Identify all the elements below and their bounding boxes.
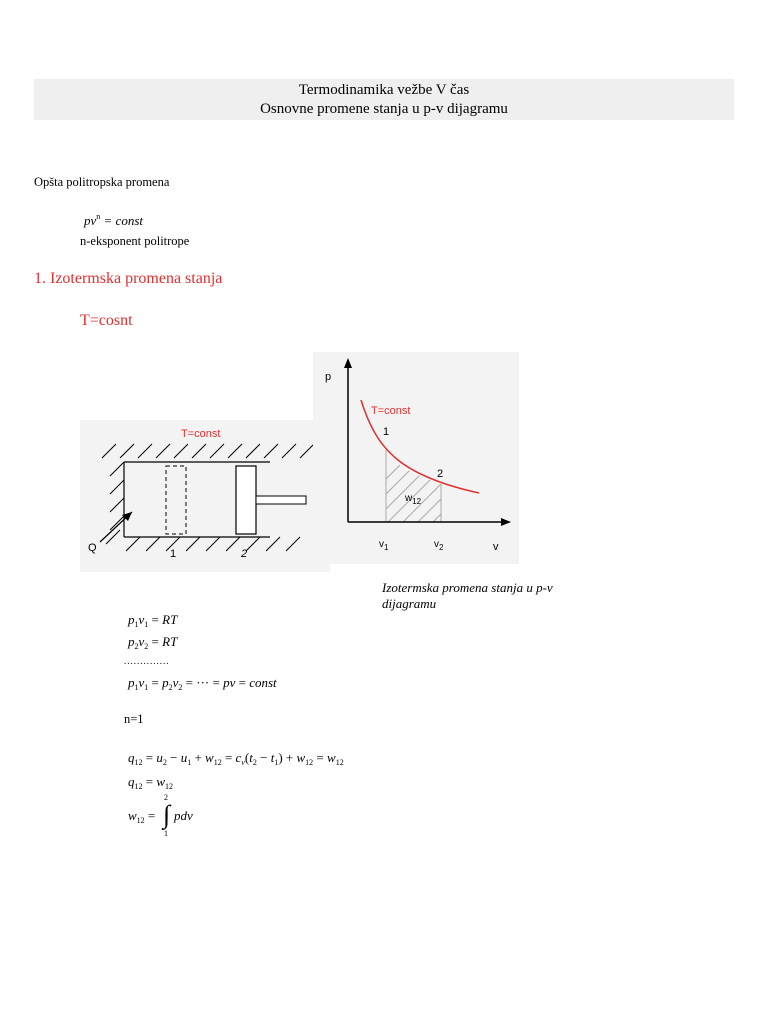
polytropic-formula	[84, 212, 143, 229]
curve-label: T=const	[371, 405, 411, 417]
state-1-label: 1	[383, 426, 390, 438]
work-area-label: $w_{12}$	[405, 493, 422, 506]
equation-heat-work: $q_{12} = w_{12}$	[128, 774, 174, 791]
integrand: pdv	[174, 808, 193, 823]
piston-diagram	[80, 420, 330, 572]
exponent-note: n-eksponent politrope	[80, 234, 190, 248]
integral-sign: ∫	[163, 800, 171, 829]
figure-caption: Izotermska promena stanja u p-v dijagramu	[382, 580, 553, 611]
integral-upper-limit: 2	[164, 793, 168, 802]
header-subtitle: Osnovne promene stanja u p-v dijagramu	[260, 101, 508, 117]
piston-temp-label: T=const	[181, 428, 221, 440]
header-title: Termodinamika vežbe V čas	[298, 82, 470, 98]
formula-rhs: = const	[100, 213, 143, 228]
position-2-label: 2	[241, 548, 248, 560]
formula-exponent: n	[96, 212, 101, 221]
equation-state-2: $p_2v_2$ = RT	[128, 634, 178, 651]
dots-separator: ..............	[124, 656, 170, 666]
left-wall-hatching	[106, 462, 124, 544]
work-area-hatch	[343, 452, 503, 522]
bottom-wall-hatching	[126, 537, 300, 551]
initial-piston	[166, 466, 186, 534]
n-equals-one: n=1	[124, 712, 144, 726]
heat-label: Q	[88, 542, 97, 554]
intro-title: Opšta politropska promena	[34, 175, 170, 189]
equation-isotherm: $p_1v_1 = p_2v_2$ = ··· = pv = const	[128, 675, 277, 692]
p-axis-label: p	[325, 371, 332, 383]
tick-v1-label: $v_1$	[379, 539, 389, 552]
top-wall-hatching	[102, 444, 314, 458]
document-header	[34, 79, 734, 120]
section-heading: 1. Izotermska promena stanja	[34, 270, 223, 287]
piston-figure	[80, 420, 330, 572]
pv-figure	[313, 352, 519, 564]
pv-diagram	[313, 352, 519, 564]
equation-state-1: $p_1v_1$ = RT	[128, 612, 178, 629]
section-condition: T=cosnt	[80, 312, 133, 329]
integral-lower-limit: 1	[164, 829, 168, 838]
tick-v2-label: $v_2$	[434, 539, 444, 552]
piston	[236, 466, 256, 534]
equation-work-integral: $w_{12}$ =	[128, 808, 156, 825]
v-axis-label: v	[493, 541, 499, 553]
position-1-label: 1	[170, 548, 177, 560]
state-2-label: 2	[437, 468, 444, 480]
equation-heat-balance: $q_{12} = u_2 - u_1 + w_{12} = c_v(t_2 - t_1) + w_{12} = w_{12}$	[128, 750, 344, 767]
piston-rod	[256, 496, 306, 504]
formula-lhs: pv	[84, 213, 97, 228]
